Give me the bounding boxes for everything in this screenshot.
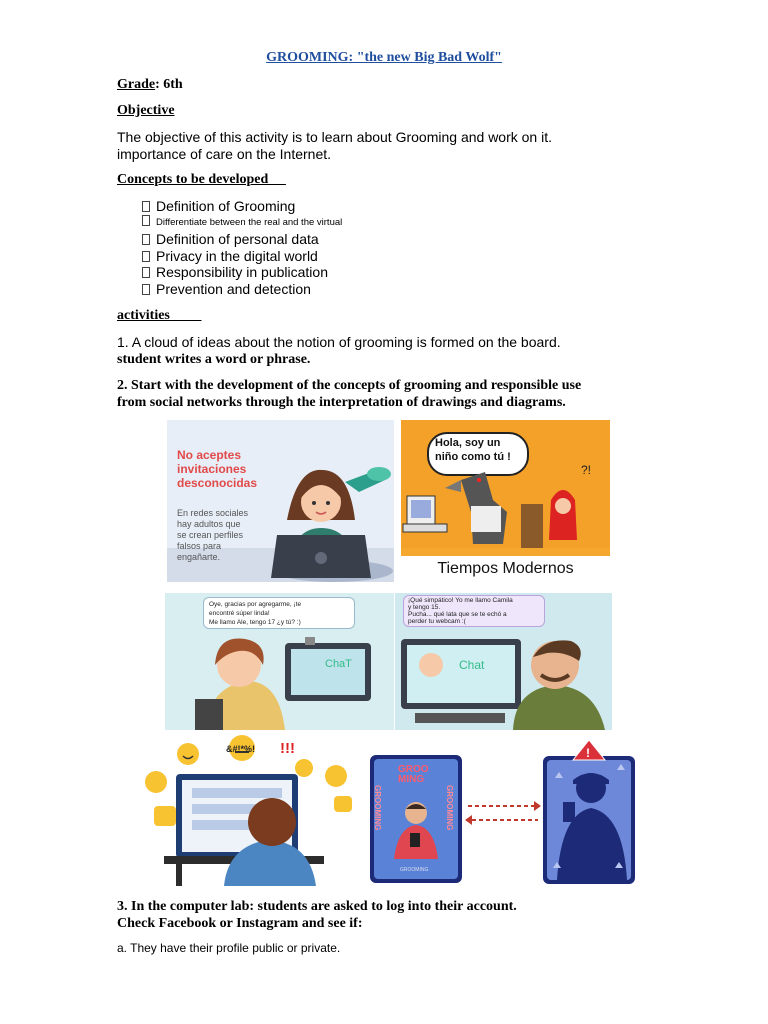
boy-with-angry-emojis-icon [140,734,360,886]
activity-1-line-2: student writes a word or phrase. [117,352,311,367]
objective-heading: Objective [117,103,175,118]
activity-2-line-2: from social networks through the interpretation of drawings and diagrams. [117,395,566,410]
concept-item: Responsibility in publication [142,264,342,281]
teen-with-phone-icon [388,799,444,859]
activity-3-line-1: 3. In the computer lab: students are asked to log into their account. [117,899,517,914]
page-title: GROOMING: "the new Big Bad Wolf" [266,50,502,65]
grooming-phone-image [370,755,462,883]
svg-text:ChaT: ChaT [325,658,352,670]
objective-line-2: importance of care on the Internet. [117,146,332,162]
wolf-comic-image [401,420,610,582]
bullet-box-icon [142,284,150,295]
stranger-silhouette-icon [543,740,635,884]
concept-item: Definition of personal data [142,231,342,248]
activity-2-line-1: 2. Start with the development of the concepts of grooming and responsible use [117,378,582,393]
grade-value: : 6th [155,77,183,92]
poster-heading: No aceptes invitaciones desconocidas [177,448,258,490]
bullet-box-icon [142,201,150,212]
bullet-box-icon [142,251,150,262]
emoji-scene-image [140,734,360,886]
bullet-box-icon [142,234,150,245]
concept-item: Prevention and detection [142,281,342,298]
poster-image [167,420,394,582]
concepts-heading: Concepts to be developed __ [117,172,286,187]
grade-label: Grade [117,77,156,92]
concept-item: Privacy in the digital world [142,248,342,265]
concept-item: Definition of Grooming [142,198,342,215]
phone-side-text-2: GROOMING [445,785,454,831]
chat-left-image [165,593,394,730]
activity-1-line-1: 1. A cloud of ideas about the notion of grooming is formed on the board. [117,334,561,350]
svg-text:?!: ?! [581,463,592,477]
phone-footer: GROOMING [400,867,429,873]
activity-3a: a. They have their profile public or private. [117,941,341,955]
bullet-box-icon [142,267,150,278]
emoji-alert: !!! [280,740,295,757]
silhouette-phone-image [543,740,635,884]
chat-right-text: ¡Qué simpático! Yo me llamo Camila y tengo 15. Pucha... qué lata que se te echó a perder tu webcam :( [408,597,513,625]
chat-left-text: Oye, gracias por agregarme, ¡te encontré súper linda! Me llamo Ale, tengo 17 ¿y tú? :) [209,601,302,626]
wolf-at-computer-icon [401,460,610,554]
wolf-comic-caption: Tiempos Modernos [437,560,574,577]
grade-line [117,76,183,93]
svg-text:Chat: Chat [459,658,485,672]
wolf-bubble-text: Hola, soy un niño como tú ! [435,437,511,463]
exchange-arrows-icon [464,798,542,828]
phone-side-text-1: GROOMING [373,785,382,831]
chat-right-image [395,593,612,730]
phone-cover-title: GROO MING [398,764,429,785]
objective-line-1: The objective of this activity is to learn about Grooming and work on it. [117,129,552,145]
concepts-list [142,198,342,297]
svg-text:!: ! [586,746,590,760]
girl-at-computer-icon [165,629,394,730]
activity-3-line-2: Check Facebook or Instagram and see if: [117,916,363,931]
bullet-box-icon [142,215,150,226]
emoji-symbols: &#!*%! [226,744,256,754]
man-at-computer-icon [395,629,612,730]
poster-body: En redes sociales hay adultos que se crean perfiles falsos para engañarte. [177,508,249,562]
girl-with-laptop-icon [267,440,394,580]
activities-heading: activities ____ [117,308,202,323]
concept-item: Differentiate between the real and the virtual [142,215,342,232]
